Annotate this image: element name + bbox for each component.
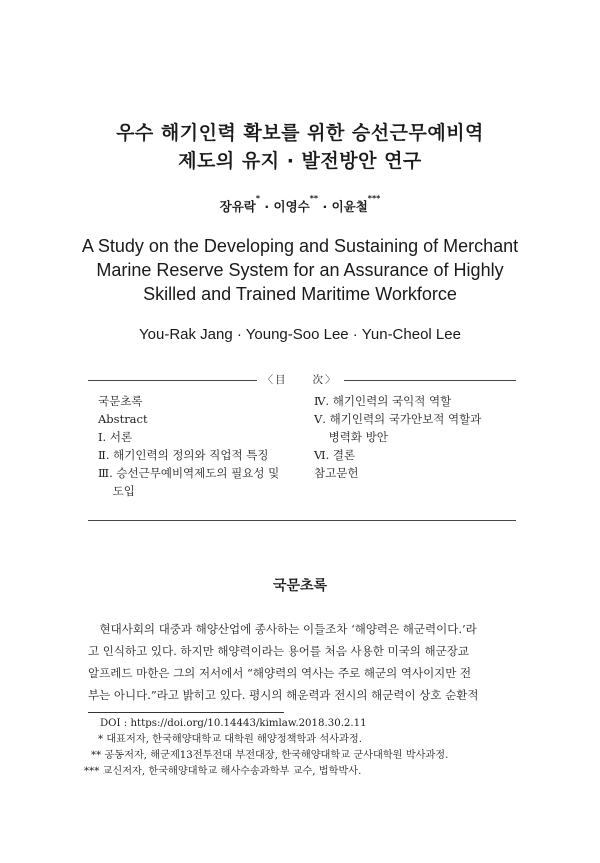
author-1-mark: * — [255, 194, 261, 203]
english-title-line-3: Skilled and Trained Maritime Workforce — [143, 284, 457, 304]
author-1: 장유락 — [219, 199, 256, 214]
toc-item[interactable]: 참고문헌 — [314, 466, 359, 480]
toc-item[interactable]: Ⅱ. 해기인력의 정의와 직업적 특징 — [98, 448, 269, 462]
toc-item[interactable]: Abstract — [98, 412, 148, 426]
body-line: 부는 아니다.”라고 밝히고 있다. 평시의 해운력과 전시의 해군력이 상호 순환적 — [88, 688, 479, 702]
toc-item[interactable]: Ⅴ. 해기인력의 국가안보적 역할과 — [314, 412, 482, 426]
korean-authors — [0, 194, 600, 215]
toc-item-continuation[interactable]: 도입 — [98, 484, 135, 498]
toc-item[interactable]: Ⅳ. 해기인력의 국익적 역할 — [314, 394, 452, 408]
body-line: 알프레드 마한은 그의 저서에서 “해양력의 역사는 주로 해군의 역사이지만 전 — [88, 666, 472, 680]
toc-item[interactable]: Ⅵ. 결론 — [314, 448, 356, 462]
author-2-mark: ** — [309, 194, 319, 203]
author-separator: · — [318, 199, 332, 214]
author-3-mark: *** — [367, 194, 381, 203]
toc-right-column — [314, 392, 514, 482]
author-separator: · — [260, 199, 274, 214]
toc-bottom-rule — [88, 520, 516, 521]
author-2: 이영수 — [273, 199, 310, 214]
abstract-heading: 국문초록 — [272, 578, 328, 594]
toc-item[interactable]: Ⅲ. 승선근무예비역제도의 필요성 및 — [98, 466, 280, 480]
korean-title-line-1: 우수 해기인력 확보를 위한 승선근무예비역 — [116, 122, 484, 144]
english-title-line-2: Marine Reserve System for an Assurance of Highly — [96, 260, 504, 280]
toc-left-column — [98, 392, 308, 500]
abstract-body — [88, 618, 516, 706]
footnote-3: *** 교신저자, 한국해양대학교 해사수송과학부 교수, 법학박사. — [84, 766, 362, 777]
footnote-rule — [88, 712, 284, 713]
english-title-line-1: A Study on the Developing and Sustaining of Merchant — [81, 236, 519, 256]
body-line: 현대사회의 대중과 해양산업에 종사하는 이들조차 ‘해양력은 해군력이다.’라 — [88, 622, 477, 636]
footnote-1: * 대표저자, 한국해양대학교 대학원 해양정책학과 석사과정. — [98, 734, 362, 745]
toc-item[interactable]: Ⅰ. 서론 — [98, 430, 133, 444]
body-line: 고 인식하고 있다. 하지만 해양력이라는 용어를 처음 사용한 미국의 해군장교 — [88, 644, 469, 658]
toc-item[interactable]: 국문초록 — [98, 394, 143, 408]
toc-item-continuation[interactable]: 병력화 방안 — [314, 430, 388, 444]
footnote-2: ** 공동저자, 해군제13전투전대 부전대장, 한국해양대학교 군사대학원 박사과정. — [91, 750, 449, 761]
toc-heading: 〈目 次〉 — [0, 372, 600, 387]
author-3: 이윤철 — [331, 199, 368, 214]
korean-title-line-2: 제도의 유지 · 발전방안 연구 — [178, 150, 422, 172]
english-authors: You-Rak Jang · Young-Soo Lee · Yun-Cheol Lee — [139, 326, 461, 343]
footnote-doi[interactable]: DOI : https://doi.org/10.14443/kimlaw.2018.30.2.11 — [100, 718, 367, 729]
